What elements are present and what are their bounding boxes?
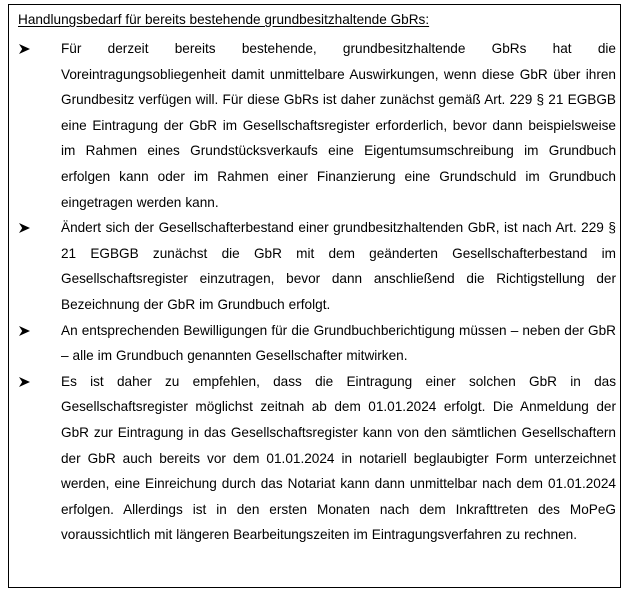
section-heading: Handlungsbedarf für bereits bestehende grundbesitzhaltende GbRs: [18,12,430,27]
arrowhead-bullet-icon [19,369,31,395]
list-item [9,215,622,317]
list-item [9,318,622,369]
arrowhead-bullet-icon [19,36,31,62]
list-item [9,369,622,548]
text-box [8,4,621,588]
list-item [9,36,622,215]
list-item-text: Es ist daher zu empfehlen, dass die Eintragung einer solchen GbR in das Gesellschaftsregister möglichst zeitnah ab dem 01.01.2024 erfolgt. Die Anmeldung der GbR zur Eintragung in das Gesellschaftsregister kann von den sämtlichen Gesellschaftern der GbR auch bereits vor dem 01.01.2024 in notariell beglaubigter Form unterzeichnet werden, eine Einreichung durch das Notariat kann dann unmittelbar nach dem 01.01.2024 erfolgen. Allerdings ist in den ersten Monaten nach dem Inkrafttreten des MoPeG voraussichtlich mit längeren Bearbeitungszeiten im Eintragungsverfahren zu rechnen. [61,373,616,543]
bullet-list [9,36,622,548]
arrowhead-bullet-icon [19,215,31,241]
list-item-text: Für derzeit bereits bestehende, grundbesitzhaltende GbRs hat die Voreintragungsobliegenheit damit unmittelbare Auswirkungen, wenn diese GbR über ihren Grundbesitz verfügen will. Für diese GbRs ist daher zunächst gemäß Art. 229 § 21 EGBGB eine Eintragung der GbR im Gesellschaftsregister erforderlich, bevor dann beispielsweise im Rahmen eines Grundstücksverkaufs eine Eigentumsumschreibung im Grundbuch erfolgen kann oder im Rahmen einer Finanzierung eine Grundschuld im Grundbuch eingetragen werden kann. [61,41,616,210]
arrowhead-bullet-icon [19,318,31,344]
list-item-text: Ändert sich der Gesellschafterbestand einer grundbesitzhaltenden GbR, ist nach Art. 229 § 21 EGBGB zunächst die GbR mit dem geänderten Gesellschafterbestand im Gesellschaftsregister einzutragen, bevor dann anschließend die Richtigstellung der Bezeichnung der GbR im Grundbuch erfolgt. [61,220,616,312]
list-item-text: An entsprechenden Bewilligungen für die Grundbuchberichtigung müssen – neben der GbR – alle im Grundbuch genannten Gesellschafter mitwirken. [61,322,616,364]
